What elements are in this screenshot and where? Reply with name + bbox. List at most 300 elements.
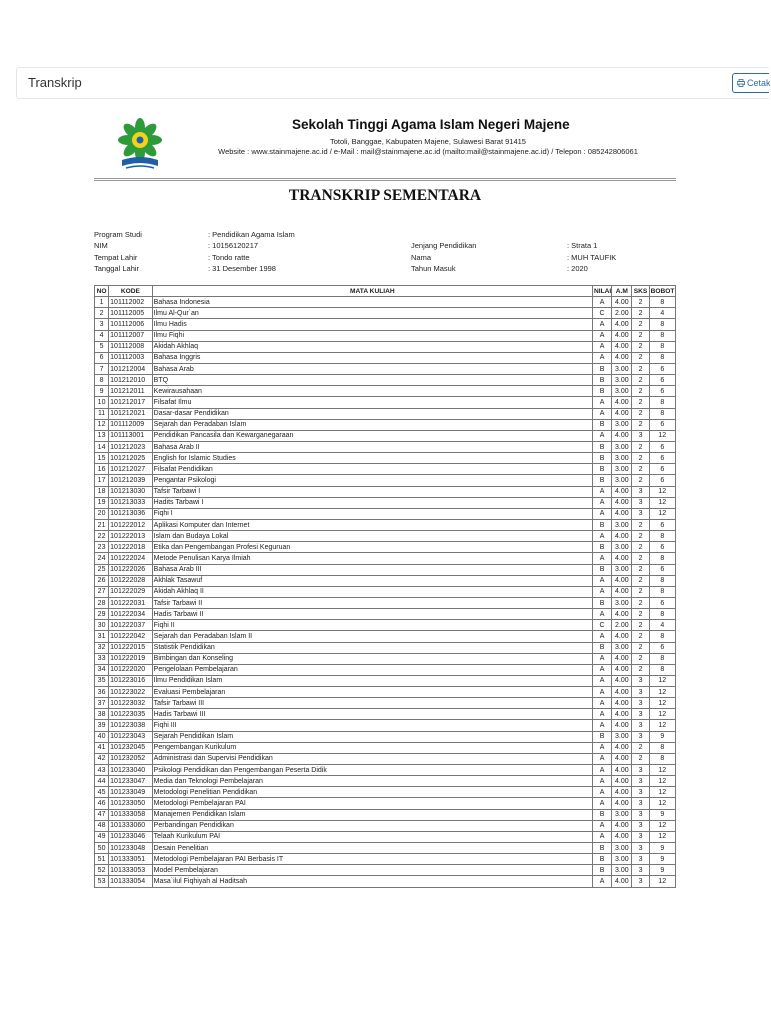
weight: 12 [649, 831, 675, 842]
birthdate-label: Tanggal Lahir [94, 264, 140, 273]
course-code: 101233040 [109, 765, 153, 776]
credits: 2 [632, 408, 649, 419]
grade: A [592, 709, 611, 720]
grade-point: 4.00 [612, 631, 632, 642]
credits: 3 [632, 787, 649, 798]
grade-point: 3.00 [612, 386, 632, 397]
grade-point: 4.00 [612, 531, 632, 542]
course-name: Psikologi Pendidikan dan Pengembangan Peserta Didik [152, 765, 592, 776]
credits: 2 [632, 553, 649, 564]
grade-point: 4.00 [612, 330, 632, 341]
credits: 2 [632, 519, 649, 530]
table-row [95, 854, 676, 865]
weight: 12 [649, 675, 675, 686]
row-number: 17 [95, 475, 109, 486]
table-row [95, 843, 676, 854]
row-number: 6 [95, 352, 109, 363]
table-row [95, 386, 676, 397]
row-number: 9 [95, 386, 109, 397]
grade-point: 3.00 [612, 441, 632, 452]
table-row [95, 586, 676, 597]
grade-point: 3.00 [612, 854, 632, 865]
row-number: 50 [95, 843, 109, 854]
row-number: 3 [95, 319, 109, 330]
course-name: Bimbingan dan Konseling [152, 653, 592, 664]
table-row [95, 642, 676, 653]
grade: B [592, 597, 611, 608]
course-name: Akidah Akhlaq [152, 341, 592, 352]
grade: A [592, 330, 611, 341]
course-code: 101212011 [109, 386, 153, 397]
row-number: 39 [95, 720, 109, 731]
program-value: : Pendidikan Agama Islam [208, 230, 295, 239]
weight: 12 [649, 820, 675, 831]
row-number: 10 [95, 397, 109, 408]
table-row [95, 575, 676, 586]
credits: 3 [632, 843, 649, 854]
credits: 3 [632, 876, 649, 887]
grade-point: 4.00 [612, 742, 632, 753]
credits: 3 [632, 687, 649, 698]
table-row [95, 742, 676, 753]
row-number: 37 [95, 698, 109, 709]
grade: B [592, 642, 611, 653]
credits: 2 [632, 542, 649, 553]
grade-point: 4.00 [612, 787, 632, 798]
grade: A [592, 787, 611, 798]
weight: 12 [649, 698, 675, 709]
grade-point: 4.00 [612, 876, 632, 887]
credits: 3 [632, 430, 649, 441]
credits: 2 [632, 753, 649, 764]
credits: 2 [632, 620, 649, 631]
grade: A [592, 753, 611, 764]
course-name: Model Pembelajaran [152, 865, 592, 876]
credits: 2 [632, 330, 649, 341]
grade-point: 3.00 [612, 453, 632, 464]
institution-address: Totoli, Banggae, Kabupaten Majene, Sulawesi Barat 91415 [330, 137, 526, 146]
weight: 12 [649, 798, 675, 809]
table-row [95, 352, 676, 363]
credits: 2 [632, 297, 649, 308]
weight: 6 [649, 375, 675, 386]
weight: 8 [649, 575, 675, 586]
weight: 6 [649, 419, 675, 430]
row-number: 49 [95, 831, 109, 842]
table-row [95, 653, 676, 664]
course-code: 101112009 [109, 419, 153, 430]
grade: B [592, 475, 611, 486]
course-code: 101112002 [109, 297, 153, 308]
weight: 4 [649, 620, 675, 631]
grade: A [592, 341, 611, 352]
credits: 2 [632, 575, 649, 586]
course-name: Evaluasi Pembelajaran [152, 687, 592, 698]
grade-point: 3.00 [612, 865, 632, 876]
grade-point: 4.00 [612, 575, 632, 586]
grade-point: 3.00 [612, 464, 632, 475]
institution-name: Sekolah Tinggi Agama Islam Negeri Majene [292, 117, 570, 132]
table-row [95, 308, 676, 319]
print-button[interactable] [732, 73, 769, 93]
table-row [95, 553, 676, 564]
course-name: Desain Penelitian [152, 843, 592, 854]
weight: 8 [649, 397, 675, 408]
table-row [95, 698, 676, 709]
row-number: 52 [95, 865, 109, 876]
grade: B [592, 419, 611, 430]
grade: B [592, 854, 611, 865]
course-name: Bahasa Inggris [152, 352, 592, 363]
grade-point: 4.00 [612, 297, 632, 308]
weight: 9 [649, 854, 675, 865]
course-code: 101222020 [109, 664, 153, 675]
table-row [95, 865, 676, 876]
weight: 12 [649, 765, 675, 776]
table-row [95, 709, 676, 720]
row-number: 43 [95, 765, 109, 776]
weight: 8 [649, 653, 675, 664]
grade: B [592, 843, 611, 854]
course-code: 101112006 [109, 319, 153, 330]
course-name: Etika dan Pengembangan Profesi Keguruan [152, 542, 592, 553]
row-number: 29 [95, 609, 109, 620]
course-name: Kewirausahaan [152, 386, 592, 397]
page-title: Transkrip [28, 75, 82, 90]
level-value: : Strata 1 [567, 241, 598, 250]
grade: A [592, 798, 611, 809]
table-row [95, 430, 676, 441]
course-code: 101212021 [109, 408, 153, 419]
weight: 8 [649, 319, 675, 330]
course-name: Pengantar Psikologi [152, 475, 592, 486]
weight: 8 [649, 408, 675, 419]
credits: 3 [632, 820, 649, 831]
table-row [95, 508, 676, 519]
grade: A [592, 352, 611, 363]
grade-point: 4.00 [612, 698, 632, 709]
grade-point: 3.00 [612, 363, 632, 374]
grade-point: 3.00 [612, 475, 632, 486]
course-name: Fiqhi III [152, 720, 592, 731]
table-row [95, 687, 676, 698]
row-number: 26 [95, 575, 109, 586]
table-row [95, 475, 676, 486]
course-code: 101213033 [109, 497, 153, 508]
weight: 6 [649, 453, 675, 464]
credits: 2 [632, 564, 649, 575]
course-code: 101212027 [109, 464, 153, 475]
weight: 8 [649, 586, 675, 597]
table-row [95, 597, 676, 608]
course-name: Filsafat Ilmu [152, 397, 592, 408]
course-code: 101112003 [109, 352, 153, 363]
course-name: Aplikasi Komputer dan Internet [152, 519, 592, 530]
course-code: 101213030 [109, 486, 153, 497]
row-number: 25 [95, 564, 109, 575]
course-code: 101223016 [109, 675, 153, 686]
grade: A [592, 653, 611, 664]
credits: 2 [632, 597, 649, 608]
course-name: Ilmu Al-Qur`an [152, 308, 592, 319]
course-name: Telaah Kurikulum PAI [152, 831, 592, 842]
grade: A [592, 508, 611, 519]
grade: A [592, 776, 611, 787]
grade-point: 4.00 [612, 497, 632, 508]
weight: 6 [649, 363, 675, 374]
credits: 2 [632, 419, 649, 430]
grade: A [592, 430, 611, 441]
row-number: 21 [95, 519, 109, 530]
course-name: Sejarah dan Peradaban Islam II [152, 631, 592, 642]
course-code: 101233050 [109, 798, 153, 809]
credits: 2 [632, 453, 649, 464]
grade-point: 3.00 [612, 642, 632, 653]
weight: 9 [649, 865, 675, 876]
grade-point: 4.00 [612, 553, 632, 564]
weight: 8 [649, 753, 675, 764]
credits: 2 [632, 363, 649, 374]
course-code: 101223035 [109, 709, 153, 720]
grade-point: 3.00 [612, 375, 632, 386]
row-number: 31 [95, 631, 109, 642]
grade: A [592, 687, 611, 698]
course-name: Media dan Teknologi Pembelajaran [152, 776, 592, 787]
weight: 8 [649, 742, 675, 753]
course-code: 101333051 [109, 854, 153, 865]
row-number: 19 [95, 497, 109, 508]
row-number: 40 [95, 731, 109, 742]
credits: 2 [632, 664, 649, 675]
weight: 12 [649, 709, 675, 720]
table-row [95, 620, 676, 631]
weight: 4 [649, 308, 675, 319]
weight: 12 [649, 430, 675, 441]
credits: 2 [632, 742, 649, 753]
header-am: A.M [612, 286, 632, 297]
table-row [95, 609, 676, 620]
course-name: Bahasa Arab [152, 363, 592, 374]
weight: 8 [649, 297, 675, 308]
row-number: 48 [95, 820, 109, 831]
row-number: 20 [95, 508, 109, 519]
weight: 6 [649, 475, 675, 486]
course-name: Metode Penulisan Karya Ilmiah [152, 553, 592, 564]
grade-point: 4.00 [612, 709, 632, 720]
table-row [95, 664, 676, 675]
course-code: 101223038 [109, 720, 153, 731]
credits: 2 [632, 319, 649, 330]
year-label: Tahun Masuk [411, 264, 456, 273]
course-name: Fiqhi I [152, 508, 592, 519]
credits: 3 [632, 720, 649, 731]
grade: A [592, 553, 611, 564]
page-header-bar [16, 67, 769, 99]
table-row [95, 820, 676, 831]
course-code: 101212017 [109, 397, 153, 408]
course-code: 101222013 [109, 531, 153, 542]
header-grade: NILAI [592, 286, 611, 297]
course-code: 101222034 [109, 609, 153, 620]
table-row [95, 809, 676, 820]
grade-point: 3.00 [612, 731, 632, 742]
institution-contact: Website : www.stainmajene.ac.id / e-Mail : mail@stainmajene.ac.id (mailto:mail@stainmajene.ac.id) / Telepon : 085242806061 [218, 147, 638, 156]
credits: 3 [632, 854, 649, 865]
course-code: 101113001 [109, 430, 153, 441]
course-name: Filsafat Pendidikan [152, 464, 592, 475]
weight: 12 [649, 486, 675, 497]
nim-label: NIM [94, 241, 108, 250]
grade: B [592, 809, 611, 820]
course-name: Bahasa Arab II [152, 441, 592, 452]
credits: 3 [632, 809, 649, 820]
course-name: Tafsir Tarbawi II [152, 597, 592, 608]
grades-table [94, 285, 676, 888]
row-number: 15 [95, 453, 109, 464]
course-name: Pengelolaan Pembelajaran [152, 664, 592, 675]
credits: 3 [632, 865, 649, 876]
credits: 2 [632, 308, 649, 319]
table-row [95, 297, 676, 308]
course-code: 101112007 [109, 330, 153, 341]
grade: A [592, 575, 611, 586]
print-icon [737, 79, 745, 87]
credits: 2 [632, 397, 649, 408]
table-row [95, 397, 676, 408]
header-course: MATA KULIAH [152, 286, 592, 297]
weight: 6 [649, 597, 675, 608]
grade-point: 4.00 [612, 408, 632, 419]
name-value: : MUH TAUFIK [567, 253, 617, 262]
row-number: 45 [95, 787, 109, 798]
grade: A [592, 765, 611, 776]
row-number: 34 [95, 664, 109, 675]
course-code: 101222012 [109, 519, 153, 530]
level-label: Jenjang Pendidikan [411, 241, 477, 250]
header-code: KODE [109, 286, 153, 297]
course-code: 101232045 [109, 742, 153, 753]
course-name: Statistik Pendidikan [152, 642, 592, 653]
row-number: 36 [95, 687, 109, 698]
weight: 8 [649, 553, 675, 564]
row-number: 35 [95, 675, 109, 686]
document-title: TRANSKRIP SEMENTARA [288, 187, 482, 204]
course-name: Islam dan Budaya Lokal [152, 531, 592, 542]
grade-point: 3.00 [612, 843, 632, 854]
grade-point: 4.00 [612, 820, 632, 831]
credits: 3 [632, 798, 649, 809]
course-name: Metodologi Pembelajaran PAI [152, 798, 592, 809]
course-code: 101233049 [109, 787, 153, 798]
grade-point: 3.00 [612, 419, 632, 430]
header-divider [94, 178, 676, 181]
grade-point: 3.00 [612, 809, 632, 820]
row-number: 8 [95, 375, 109, 386]
course-name: English for Islamic Studies [152, 453, 592, 464]
birthplace-label: Tempat Lahir [94, 253, 138, 262]
course-code: 101333060 [109, 820, 153, 831]
credits: 2 [632, 475, 649, 486]
row-number: 30 [95, 620, 109, 631]
grade-point: 4.00 [612, 319, 632, 330]
course-code: 101212004 [109, 363, 153, 374]
row-number: 42 [95, 753, 109, 764]
row-number: 32 [95, 642, 109, 653]
credits: 3 [632, 709, 649, 720]
weight: 6 [649, 464, 675, 475]
row-number: 11 [95, 408, 109, 419]
table-row [95, 675, 676, 686]
credits: 3 [632, 675, 649, 686]
grade: B [592, 865, 611, 876]
table-row [95, 497, 676, 508]
credits: 3 [632, 508, 649, 519]
weight: 6 [649, 642, 675, 653]
row-number: 38 [95, 709, 109, 720]
row-number: 44 [95, 776, 109, 787]
table-row [95, 876, 676, 887]
credits: 3 [632, 497, 649, 508]
credits: 2 [632, 386, 649, 397]
grade: A [592, 319, 611, 330]
weight: 8 [649, 341, 675, 352]
grade-point: 3.00 [612, 597, 632, 608]
course-name: Tafsir Tarbawi I [152, 486, 592, 497]
course-name: Ilmu Hadis [152, 319, 592, 330]
program-label: Program Studi [94, 230, 142, 239]
table-row [95, 375, 676, 386]
course-name: BTQ [152, 375, 592, 386]
grade: B [592, 464, 611, 475]
grade: B [592, 441, 611, 452]
course-name: Masa`ilul Fiqhiyah al Haditsah [152, 876, 592, 887]
grade-point: 4.00 [612, 798, 632, 809]
credits: 3 [632, 765, 649, 776]
grade-point: 4.00 [612, 341, 632, 352]
credits: 2 [632, 441, 649, 452]
row-number: 51 [95, 854, 109, 865]
course-name: Metodologi Pembelajaran PAI Berbasis IT [152, 854, 592, 865]
course-code: 101222031 [109, 597, 153, 608]
grade-point: 2.00 [612, 308, 632, 319]
grade: A [592, 631, 611, 642]
weight: 8 [649, 631, 675, 642]
weight: 8 [649, 330, 675, 341]
grade: A [592, 497, 611, 508]
course-name: Perbandingan Pendidikan [152, 820, 592, 831]
course-code: 101333054 [109, 876, 153, 887]
grade: B [592, 564, 611, 575]
table-row [95, 486, 676, 497]
weight: 6 [649, 542, 675, 553]
grade-point: 3.00 [612, 564, 632, 575]
weight: 12 [649, 776, 675, 787]
credits: 2 [632, 653, 649, 664]
row-number: 4 [95, 330, 109, 341]
course-name: Ilmu Pendidikan Islam [152, 675, 592, 686]
weight: 9 [649, 809, 675, 820]
header-no: NO [95, 286, 109, 297]
grade: A [592, 664, 611, 675]
grade: A [592, 531, 611, 542]
course-code: 101112008 [109, 341, 153, 352]
credits: 2 [632, 642, 649, 653]
weight: 6 [649, 386, 675, 397]
course-code: 101222019 [109, 653, 153, 664]
row-number: 33 [95, 653, 109, 664]
row-number: 2 [95, 308, 109, 319]
grade: A [592, 675, 611, 686]
